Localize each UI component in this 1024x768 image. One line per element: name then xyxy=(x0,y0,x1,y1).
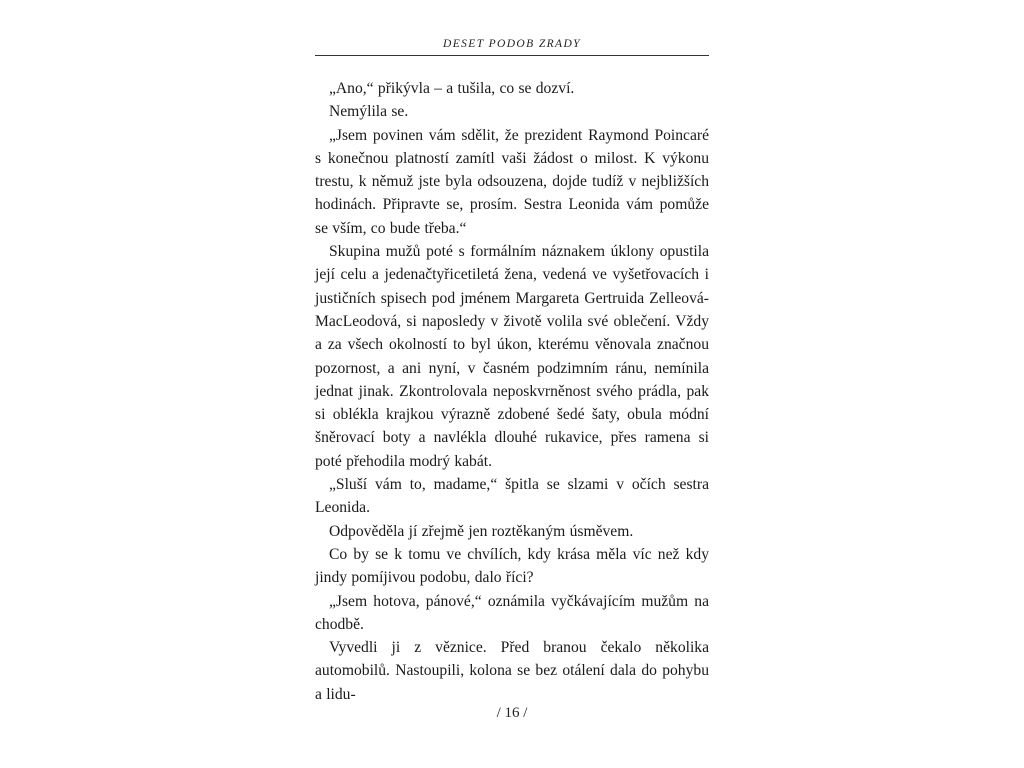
paragraph: „Ano,“ přikývla – a tušila, co se dozví. xyxy=(329,80,575,97)
page-number: / 16 / xyxy=(496,705,528,721)
paragraph: Skupina mužů poté s formálním náznakem úklony opustila její celu a jedenačtyřicetiletá žena, vedená ve vyšetřovacích i justičních spisech pod jménem Margareta Gertruida Zelleová-MacLeodová, si naposledy v životě volila své oblečení. Vždy a za všech okolností to byl úkon, kterému věnovala značnou pozornost, a ani nyní, v časném podzimním ránu, nemínila jednat jinak. Zkontrolovala neposkvrněnost svého prádla, pak si oblékla krajkou výrazně zdobené šedé šaty, obula módní šněrovací boty a navlékla dlouhé rukavice, přes ramena si poté přehodila modrý kabát. xyxy=(315,243,709,470)
body-text xyxy=(315,77,709,706)
running-header: DESET PODOB ZRADY xyxy=(443,38,581,50)
paragraph: „Jsem povinen vám sdělit, že prezident Raymond Poincaré s konečnou platností zamítl vaši žádost o milost. K výkonu trestu, k němuž jste byla odsouzena, dojde tudíž v nejbližších hodinách. Připravte se, prosím. Sestra Leonida vám pomůže se vším, co bude třeba.“ xyxy=(315,126,709,237)
paragraph: Odpověděla jí zřejmě jen roztěkaným úsměvem. xyxy=(329,522,634,540)
paragraph: Vyvedli ji z věznice. Před branou čekalo několika automobilů. Nastoupili, kolona se bez otálení dala do pohybu a lidu- xyxy=(315,639,709,703)
paragraph: Co by se k tomu ve chvílích, kdy krása měla víc než kdy jindy pomíjivou podobu, dalo říci? xyxy=(315,545,709,587)
header-rule xyxy=(315,55,709,56)
paragraph: „Sluší vám to, madame,“ špitla se slzami v očích sestra Leonida. xyxy=(315,476,709,517)
paragraph: Nemýlila se. xyxy=(329,103,409,121)
paragraph: „Jsem hotova, pánové,“ oznámila vyčkávajícím mužům na chodbě. xyxy=(315,592,709,633)
